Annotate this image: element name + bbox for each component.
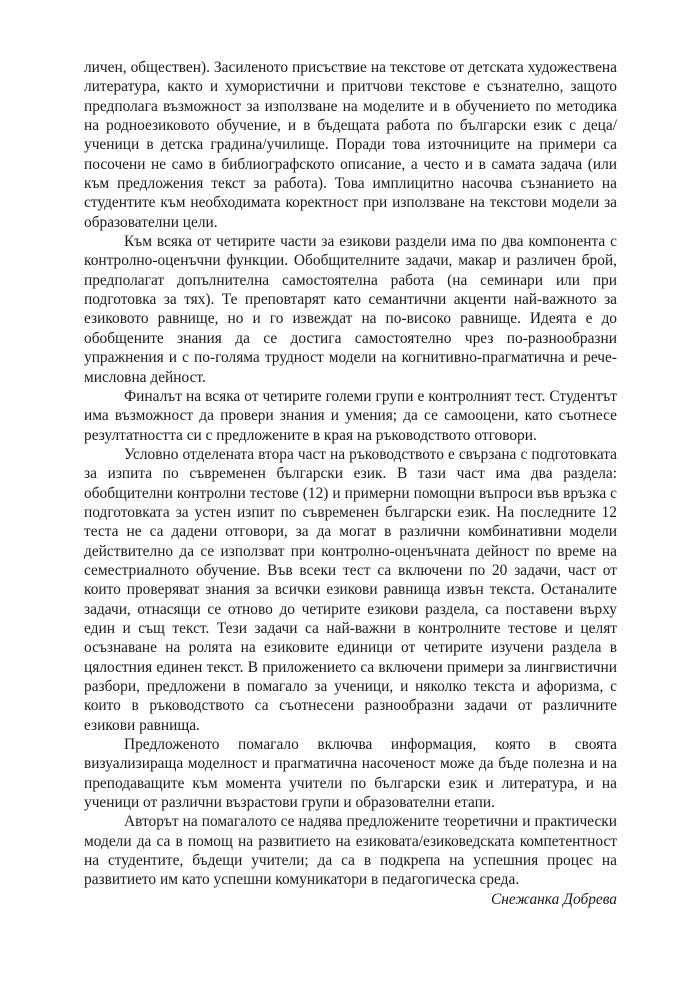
- paragraph-handbook-usefulness: Предложеното помагало включва информация, която в своята визуализираща моделност и прагматична насоченост може да бъде полезна и на преподаващите към момента учители по български език и литература, и на ученици от различни възрастови групи и образователни етапи.: [84, 736, 617, 812]
- paragraph-second-part: Условно отделената втора част на ръководството е свързана с подготовката за изпита по съвременен български език. В тази част има два раздела: обобщителни контролни тестове (12) и примерни помощни въпроси във връзка с подготовката за устен изпит по съвременен български език. На последните 12 теста не са дадени отговори, за да могат в различни комбинативни модели действително да се използват при контролно-оценъчната дейност по време на семестриалното обучение. Във всеки тест са включени по 20 задачи, част от които проверяват знания за всички езикови равнища извън текста. Останалите задачи, отнасящи се отново до четирите езикови раздела, са поставени върху един и същ текст. Тези задачи са най-важни в контролните тестове и целят осъзнаване на ролята на езиковите единици от четирите изучени раздела в цялостния единен текст. В приложението са включени примери за лингвистични разбори, предложени в помагало за ученици, и няколко текста и афоризма, с които в ръководството са съотнесени разнообразни задачи от различните езикови равнища.: [84, 445, 617, 734]
- paragraph-author-hope: Авторът на помагалото се надява предложените теоретични и практически модели да са в помощ на развитието на езиковата/езиковедската компетентност на студентите, бъдещи учители; да са в подкрепа на успешния процес на развитието им като успешни комуникатори в педагогическа среда.: [84, 813, 617, 889]
- document-page: [84, 58, 617, 909]
- paragraph-control-components: Към всяка от четирите части за езикови раздели има по два компонента с контролно-оценъчни функции. Обобщителните задачи, макар и различен брой, предполагат допълнителна самостоятелна работа (на семинари или при подготовка за тях). Те преповтарят като семантични акценти най-важното за езиковото равнище, но и го извеждат на по-високо равнище. Идеята е до обобщените знания да се достига самостоятелно чрез по-разнообразни упражнения и с по-голяма трудност модели на когнитивно-прагматична и рече-мисловна дейност.: [84, 233, 617, 386]
- paragraph-continuation: личен, обществен). Засиленото присъствие на текстове от детската художествена литература, както и хумористични и притчови текстове е съзнателно, защото предполага възможност за използване на моделите и в обучението по методика на родноезиковото обучение, и в бъдещата работа по български език с деца/ученици в детска градина/училище. Поради това източниците на примери са посочени не само в библиографското описание, а често и в самата задача (или към предложения текст за работа). Това имплицитно насочва съзнанието на студентите към необходимата коректност при използване на текстови модели за образователни цели.: [84, 59, 617, 231]
- paragraph-final-test: Финалът на всяка от четирите големи групи е контролният тест. Студентът има възможност да провери знания и умения; да се самооцени, като съотнесе резултатността си с предложените в края на ръководството отговори.: [84, 387, 617, 444]
- author-signature: Снежанка Добрева: [491, 890, 617, 908]
